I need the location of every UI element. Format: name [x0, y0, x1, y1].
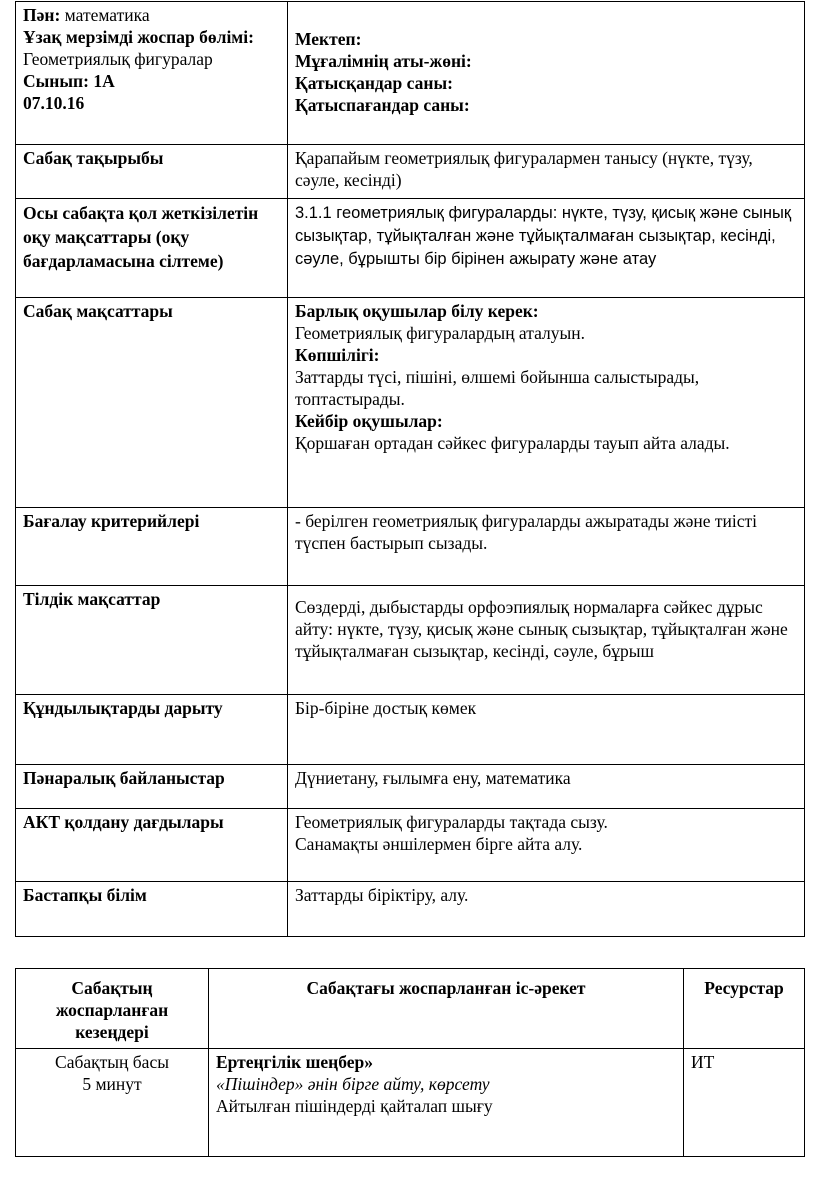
present-label: Қатысқандар саны:	[295, 73, 453, 93]
absent-label: Қатыспағандар саны:	[295, 95, 470, 115]
plan-header-row	[16, 969, 805, 1049]
goals-all-label: Барлық оқушылар білу керек:	[295, 301, 539, 321]
activities-header: Сабақтағы жоспарланған іс-әрекет	[306, 978, 586, 998]
assessment-value: - берілген геометриялық фигураларды ажыратады және тиісті түспен бастырып сызады.	[295, 511, 758, 553]
resources-header: Ресурстар	[704, 978, 784, 998]
subject-label: Пән:	[23, 5, 61, 25]
crosscurricular-value: Дүниетану, ғылымға ену, математика	[295, 768, 571, 788]
goals-all-text: Геометриялық фигуралардың аталуын.	[295, 323, 586, 343]
language-row	[16, 586, 805, 695]
lesson-plan-table	[15, 968, 805, 1157]
language-label: Тілдік мақсаттар	[23, 589, 161, 609]
subject-value: математика	[64, 5, 150, 25]
activity-song: «Пішіндер» әнін бірге айту, көрсету	[216, 1074, 490, 1094]
crosscurricular-label: Пәнаралық байланыстар	[23, 768, 225, 788]
stages-header: Сабақтың жоспарланған кезеңдері	[55, 978, 169, 1042]
lesson-info-table	[15, 1, 805, 937]
stage-duration: 5 минут	[82, 1074, 142, 1094]
objectives-row	[16, 199, 805, 298]
values-value: Бір-біріне достық көмек	[295, 698, 477, 718]
values-row	[16, 695, 805, 765]
objectives-label: Осы сабақта қол жеткізілетін оқу мақсаттары (оқу бағдарламасына сілтеме)	[23, 203, 259, 271]
crosscurricular-row	[16, 765, 805, 809]
goals-row	[16, 298, 805, 508]
assessment-label: Бағалау критерийлері	[23, 511, 200, 531]
ict-line1: Геометриялық фигураларды тақтада сызу.	[295, 812, 608, 832]
goals-some-text: Қоршаған ортадан сәйкес фигураларды тауып айта алады.	[295, 433, 730, 453]
goals-some-label: Кейбір оқушылар:	[295, 411, 443, 431]
grade-label: Сынып: 1А	[23, 71, 115, 91]
topic-row	[16, 145, 805, 199]
ict-line2: Санамақты әншілермен бірге айта алу.	[295, 834, 583, 854]
topic-label: Сабақ тақырыбы	[23, 148, 164, 168]
school-label: Мектеп:	[295, 29, 362, 49]
subject-cell	[16, 2, 288, 145]
ict-row	[16, 809, 805, 882]
long-plan-value: Геометриялық фигуралар	[23, 49, 213, 69]
activity-text: Айтылған пішіндерді қайталап шығу	[216, 1096, 493, 1116]
prior-value: Заттарды біріктіру, алу.	[295, 885, 469, 905]
prior-label: Бастапқы білім	[23, 885, 147, 905]
prior-row	[16, 882, 805, 937]
activity-title: Ертеңгілік шеңбер»	[216, 1052, 373, 1072]
goals-most-text: Заттарды түсі, пішіні, өлшемі бойынша салыстырады, топтастырады.	[295, 367, 700, 409]
header-row	[16, 2, 805, 145]
objectives-value: 3.1.1 геометриялық фигураларды: нүкте, түзу, қисық және сынық сызықтар, тұйықталған және тұйықталмаған сызықтар, кесінді, сәуле, бұрышты бір бірінен ажырату және атау	[295, 204, 792, 268]
resource-value: ИТ	[691, 1052, 715, 1072]
long-plan-label: Ұзақ мерзімді жоспар бөлімі:	[23, 27, 254, 47]
language-value: Сөздерді, дыбыстарды орфоэпиялық нормаларға сәйкес дұрыс айту: нүкте, түзу, қисық және сынық сызықтар, тұйықталған және тұйықталмаған сызықтар, кесінді, сәуле, бұрыш	[295, 597, 788, 661]
stage-name: Сабақтың басы	[55, 1052, 169, 1072]
teacher-label: Мұғалімнің аты-жөні:	[295, 51, 472, 71]
plan-row	[16, 1049, 805, 1157]
goals-most-label: Көпшілігі:	[295, 345, 380, 365]
assessment-row	[16, 508, 805, 586]
school-cell	[288, 2, 805, 145]
ict-label: АКТ қолдану дағдылары	[23, 812, 224, 832]
lesson-date: 07.10.16	[23, 93, 85, 113]
goals-label: Сабақ мақсаттары	[23, 301, 173, 321]
topic-value: Қарапайым геометриялық фигуралармен танысу (нүкте, түзу, сәуле, кесінді)	[295, 148, 753, 190]
values-label: Құндылықтарды дарыту	[23, 698, 223, 718]
